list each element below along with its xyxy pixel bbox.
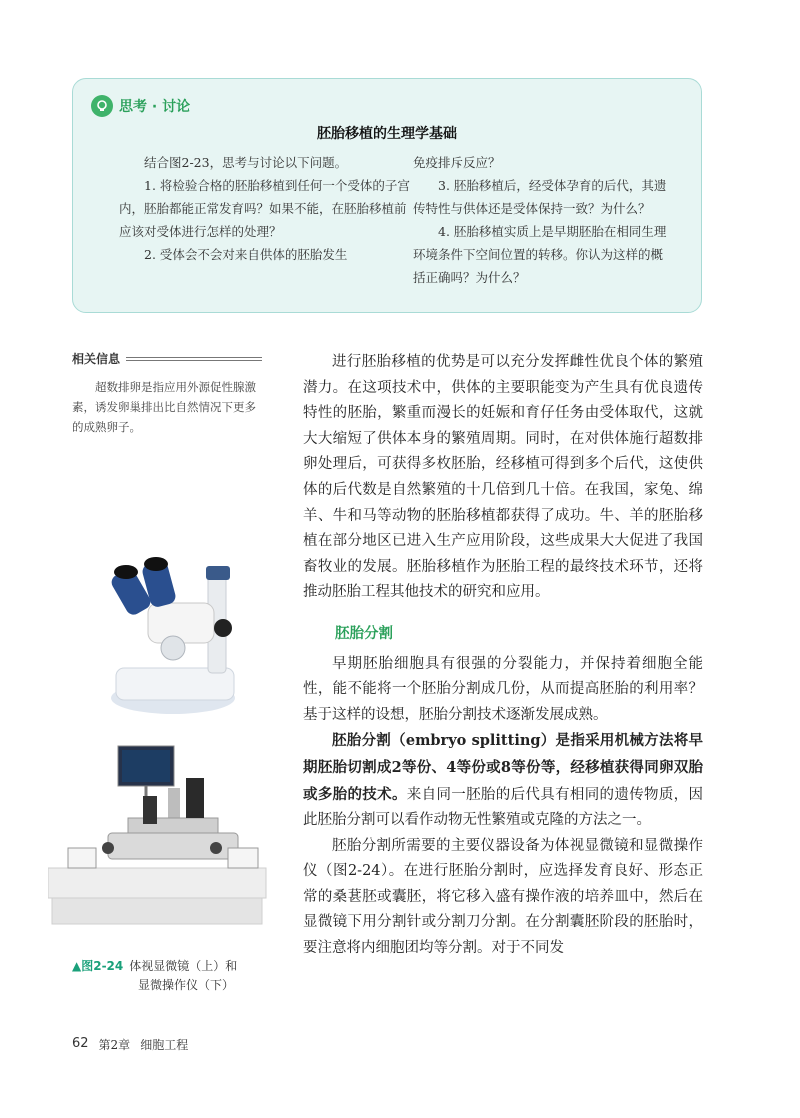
discussion-intro: 结合图2-23，思考与讨论以下问题。	[144, 155, 348, 170]
microscope-illustration	[48, 548, 278, 948]
figure-caption-line2: 显微操作仪（下）	[138, 978, 235, 992]
main-text	[303, 350, 703, 962]
figure-caption-line1: 体视显微镜（上）和	[129, 959, 238, 973]
discussion-title: 胚胎移植的生理学基础	[317, 126, 457, 142]
discussion-question-1: 1. 将检验合格的胚胎移植到任何一个受体的子宫内，胚胎都能正常发育吗？如果不能，在胚胎移植前应该对受体进行怎样的处理？	[119, 178, 410, 239]
figure-caption	[72, 957, 272, 995]
discussion-question-4: 4. 胚胎移植实质上是早期胚胎在相同生理环境条件下空间位置的转移。你认为这样的概括正确吗？为什么？	[413, 224, 667, 285]
discussion-box	[72, 78, 702, 313]
paragraph-3	[303, 728, 703, 833]
discussion-header	[91, 95, 190, 117]
sidebar-title: 相关信息	[72, 352, 121, 366]
page-footer	[72, 1036, 188, 1053]
stereo-microscope-image	[109, 557, 235, 714]
discussion-question-2: 2. 受体会不会对来自供体的胚胎发生	[144, 247, 348, 262]
discussion-left-column	[119, 151, 417, 266]
section-heading: 胚胎分割	[335, 625, 393, 642]
discussion-question-2-cont: 免疫排斥反应？	[413, 155, 501, 170]
paragraph-2: 早期胚胎细胞具有很强的分裂能力，并保持着细胞全能性，能不能将一个胚胎分割成几份，从而提高胚胎的利用率？基于这样的设想，胚胎分割技术逐渐发展成熟。	[303, 655, 703, 723]
chapter-label: 第2章	[98, 1038, 131, 1052]
paragraph-4: 胚胎分割所需要的主要仪器设备为体视显微镜和显微操作仪（图2-24）。在进行胚胎分割时，应选择发育良好、形态正常的桑葚胚或囊胚，将它移入盛有操作液的培养皿中，然后在显微镜下用分割针或分割刀分割。在分割囊胚阶段的胚胎时，要注意将内细胞团均等分割。对于不同发	[303, 837, 703, 957]
figure-number: ▲图2-24	[72, 959, 124, 973]
discussion-label: 思考 · 讨论	[119, 99, 191, 115]
paragraph-3-rest: 来自同一胚胎的后代具有相同的遗传物质，因此胚胎分割可以看作动物无性繁殖或克隆的方法之一。	[303, 786, 704, 829]
figure-2-24-images	[48, 548, 278, 948]
chapter-title: 细胞工程	[140, 1038, 189, 1052]
paragraph-1: 进行胚胎移植的优势是可以充分发挥雌性优良个体的繁殖潜力。在这项技术中，供体的主要职能变为产生具有优良遗传特性的胚胎，繁重而漫长的妊娠和育仔任务由受体取代，这就大大缩短了供体本身的繁殖周期。同时，在对供体施行超数排卵处理后，可获得多枚胚胎，经移植可得到多个后代，这使供体的后代数是自然繁殖的十几倍到几十倍。在我国，家兔、绵羊、牛和马等动物的胚胎移植都获得了成功。牛、羊的胚胎移植在部分地区已进入生产应用阶段，这些成果大大促进了我国畜牧业的发展。胚胎移植作为胚胎工程的最终技术环节，还将推动胚胎工程其他技术的研究和应用。	[303, 354, 703, 601]
sidebar-divider	[126, 357, 262, 361]
related-info-sidebar	[72, 350, 262, 437]
discussion-question-3: 3. 胚胎移植后，经受体孕育的后代，其遗传特性与供体还是受体保持一致？为什么？	[413, 178, 667, 216]
micromanipulator-image	[48, 746, 266, 924]
lightbulb-icon	[91, 95, 113, 117]
discussion-right-column	[413, 151, 675, 289]
page-number: 62	[72, 1036, 89, 1051]
definition-bold: 胚胎分割（embryo splitting）是指采用机械方法将早期胚胎切割成2等份、4等份或8等份等，经移植获得同卵双胎或多胎的技术。	[303, 732, 703, 803]
sidebar-text: 超数排卵是指应用外源促性腺激素，诱发卵巢排出比自然情况下更多的成熟卵子。	[72, 380, 256, 434]
